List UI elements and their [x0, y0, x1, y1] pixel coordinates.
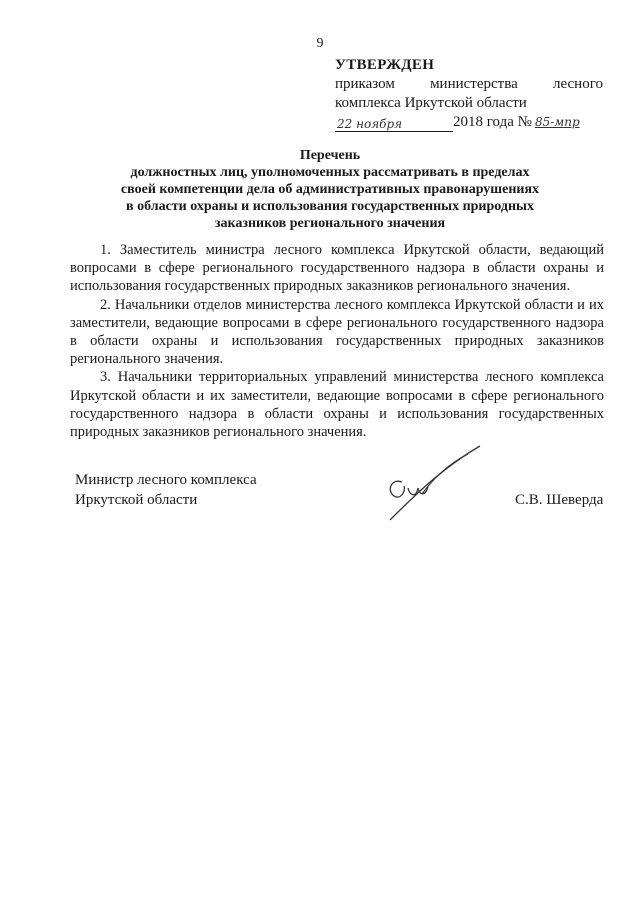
title-line: заказников регионального значения	[214, 216, 446, 231]
order-line-1	[335, 75, 603, 94]
document-title	[60, 147, 600, 232]
order-date-line	[335, 113, 603, 132]
signatory-name: С.В. Шеверда	[515, 492, 604, 508]
title-line: Перечень	[299, 148, 361, 163]
page-number: 9	[316, 36, 324, 51]
title-line: должностных лиц, уполномоченных рассматривать в пределах	[130, 165, 530, 180]
handwritten-date: 22 ноября	[335, 117, 453, 132]
signatory-position-line: Министр лесного комплекса	[75, 472, 257, 488]
order-word: лесного	[553, 76, 603, 92]
signatory-position	[75, 470, 257, 510]
order-year-text: 2018 года №	[453, 114, 532, 130]
signatory-position-line: Иркутской области	[75, 492, 198, 508]
handwritten-signature	[372, 440, 492, 530]
list-item: 2. Начальники отделов министерства лесного комплекса Иркутской области и их заместители, ведающие вопросами в сфере регионального государственного надзора в области охраны и использования государственных природных заказников регионального значения.	[70, 296, 604, 368]
handwritten-order-number: 85-мпр	[534, 115, 580, 129]
order-word: министерства	[430, 76, 518, 92]
approved-label: УТВЕРЖДЕН	[335, 57, 435, 73]
list-body	[70, 241, 604, 441]
list-item: 1. Заместитель министра лесного комплекса Иркутской области, ведающий вопросами в сфере регионального государственного надзора в области охраны и использования государственных природных заказников регионального значения.	[70, 242, 604, 295]
list-item: 3. Начальники территориальных управлений министерства лесного комплекса Иркутской области и их заместители, ведающие вопросами в сфере регионального государственного надзора в области охраны и использования государственных природных заказников регионального значения.	[70, 369, 604, 441]
title-line: своей компетенции дела об административных правонарушениях	[120, 182, 540, 197]
order-line-2: комплекса Иркутской области	[335, 95, 527, 111]
approval-stamp	[335, 56, 603, 132]
order-word: приказом	[335, 76, 395, 92]
title-line: в области охраны и использования государственных природных	[126, 199, 534, 214]
